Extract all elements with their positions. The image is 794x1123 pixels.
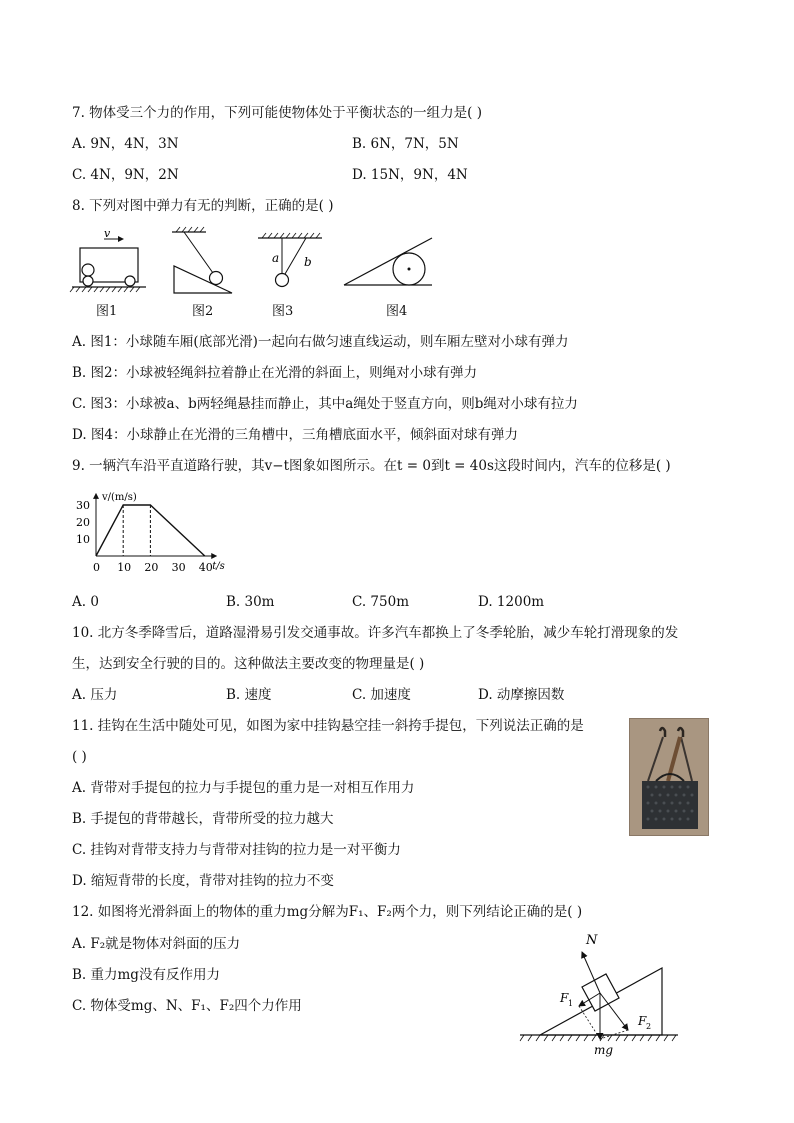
q12-stem: 12. 如图将光滑斜面上的物体的重力mg分解为F₁、F₂两个力，则下列结论正确的是( ) xyxy=(72,904,583,920)
q11-stem-line1: 11. 挂钩在生活中随处可见，如图为家中挂钩悬空挂一斜挎手提包，下列说法正确的是 xyxy=(72,718,584,734)
y-tick-label: 10 xyxy=(76,533,90,546)
q10-option-b: B. 速度 xyxy=(226,687,272,703)
rope-b-label: b xyxy=(304,255,312,269)
q8-caption-1: 图1 xyxy=(96,304,118,319)
velocity-label: v xyxy=(104,227,111,240)
q8-figure-2-incline xyxy=(166,226,238,296)
q11-option-d: D. 缩短背带的长度，背带对挂钩的拉力不变 xyxy=(72,873,334,889)
f2-label: F xyxy=(638,1014,647,1028)
q7-option-a: A. 9N，4N，3N xyxy=(72,136,179,152)
f1-subscript: 1 xyxy=(568,999,574,1008)
q10-stem-line2: 生，达到安全行驶的目的。这种做法主要改变的物理量是( ) xyxy=(72,656,425,672)
normal-force-label: N xyxy=(586,933,598,948)
q8-figure-3-ropes xyxy=(254,226,328,296)
q10-stem-line1: 10. 北方冬季降雪后，道路湿滑易引发交通事故。许多汽车都换上了冬季轮胎，减少车轮打滑现象的发 xyxy=(72,625,679,641)
q12-option-a: A. F₂就是物体对斜面的压力 xyxy=(72,936,241,952)
bag-illustration xyxy=(630,719,708,835)
q11-option-b: B. 手提包的背带越长，背带所受的拉力越大 xyxy=(72,811,334,827)
q8-figure-4-groove xyxy=(342,226,438,296)
q12-option-b: B. 重力mg没有反作用力 xyxy=(72,967,220,983)
q9-option-d: D. 1200m xyxy=(478,594,545,610)
rope-a-label: a xyxy=(272,251,280,265)
x-tick-label: 20 xyxy=(144,561,159,574)
q7-option-b: B. 6N，7N，5N xyxy=(352,136,459,152)
q9-vt-chart xyxy=(68,486,238,578)
q8-figure-1-cart xyxy=(68,226,148,296)
q7-option-d: D. 15N，9N，4N xyxy=(352,167,468,183)
hanging-bag-photo xyxy=(629,718,709,836)
q8-caption-4: 图4 xyxy=(386,304,408,319)
q8-option-b: B. 图2：小球被轻绳斜拉着静止在光滑的斜面上，则绳对小球有弹力 xyxy=(72,365,478,381)
x-tick-label: 10 xyxy=(117,561,132,574)
q11-option-a: A. 背带对手提包的拉力与手提包的重力是一对相互作用力 xyxy=(72,780,415,796)
q9-option-c: C. 750m xyxy=(352,594,409,610)
q8-option-d: D. 图4：小球静止在光滑的三角槽中，三角槽底面水平，倾斜面对球有弹力 xyxy=(72,427,519,443)
q8-caption-2: 图2 xyxy=(192,304,214,319)
x-tick-label: 30 xyxy=(171,561,186,574)
y-axis-label: v/(m/s) xyxy=(102,492,137,503)
q8-stem: 8. 下列对图中弹力有无的判断，正确的是( ) xyxy=(72,198,334,214)
q9-stem: 9. 一辆汽车沿平直道路行驶，其v−t图象如图所示。在t = 0到t = 40s这段时间内，汽车的位移是( ) xyxy=(72,458,671,474)
q9-option-b: B. 30m xyxy=(226,594,275,610)
x-tick-label: 40 xyxy=(198,561,213,574)
f2-subscript: 2 xyxy=(646,1022,652,1031)
q8-option-c: C. 图3：小球被a、b两轻绳悬挂而静止，其中a绳处于竖直方向，则b绳对小球有拉力 xyxy=(72,396,578,412)
q10-option-a: A. 压力 xyxy=(72,687,118,703)
f1-label: F xyxy=(560,991,569,1005)
q8-option-a: A. 图1：小球随车厢(底部光滑)一起向右做匀速直线运动，则车厢左壁对小球有弹力 xyxy=(72,334,569,350)
x-tick-label: 0 xyxy=(93,561,100,574)
q7-stem: 7. 物体受三个力的作用，下列可能使物体处于平衡状态的一组力是( ) xyxy=(72,105,482,121)
q11-stem-line2: ( ) xyxy=(72,749,87,765)
q11-option-c: C. 挂钩对背带支持力与背带对挂钩的拉力是一对平衡力 xyxy=(72,842,401,858)
y-tick-label: 30 xyxy=(76,499,90,512)
q10-option-c: C. 加速度 xyxy=(352,687,411,703)
q9-option-a: A. 0 xyxy=(72,594,99,610)
q12-option-c: C. 物体受mg、N、F₁、F₂四个力作用 xyxy=(72,998,302,1014)
q8-caption-3: 图3 xyxy=(272,304,294,319)
q10-option-d: D. 动摩擦因数 xyxy=(478,687,565,703)
y-tick-label: 20 xyxy=(76,516,90,529)
q7-option-c: C. 4N，9N，2N xyxy=(72,167,179,183)
x-axis-label: t/s xyxy=(212,561,225,572)
q12-force-diagram xyxy=(516,928,686,1058)
weight-label: mg xyxy=(594,1043,614,1057)
